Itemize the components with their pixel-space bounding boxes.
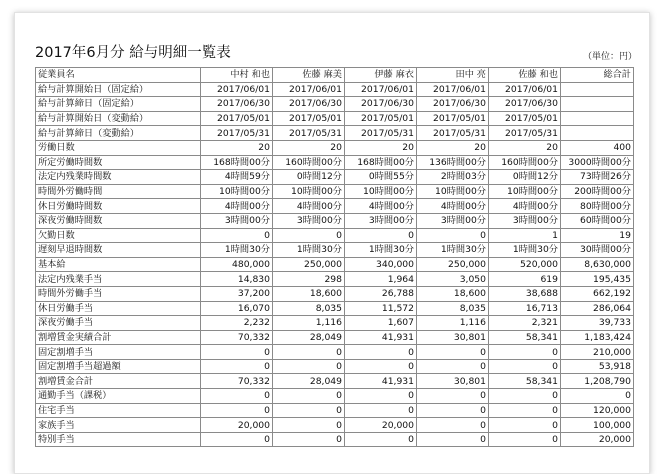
- table-cell: 2017/05/31: [417, 126, 489, 141]
- table-cell: 0: [273, 432, 345, 447]
- table-cell: 18,600: [273, 286, 345, 301]
- table-cell: 2017/05/01: [201, 111, 273, 126]
- table-row: [36, 97, 634, 112]
- table-cell: [561, 126, 634, 141]
- row-label: 住宅手当: [36, 403, 201, 418]
- table-cell: 3時間00分: [273, 213, 345, 228]
- table-cell: 1,183,424: [561, 330, 634, 345]
- table-cell: 619: [489, 272, 561, 287]
- table-cell: 168時間00分: [345, 155, 417, 170]
- table-cell: 0: [273, 345, 345, 360]
- table-cell: 20: [417, 140, 489, 155]
- table-cell: 58,341: [489, 374, 561, 389]
- table-row: [36, 243, 634, 258]
- table-cell: 20,000: [345, 418, 417, 433]
- table-row: [36, 389, 634, 404]
- table-cell: 0: [201, 228, 273, 243]
- table-cell: 0時間12分: [273, 170, 345, 185]
- table-cell: 0: [345, 359, 417, 374]
- table-cell: 0: [489, 389, 561, 404]
- row-label: 労働日数: [36, 140, 201, 155]
- table-cell: 200時間00分: [561, 184, 634, 199]
- table-cell: 10時間00分: [417, 184, 489, 199]
- table-cell: 0: [489, 418, 561, 433]
- table-cell: 2017/06/01: [273, 82, 345, 97]
- table-cell: 8,035: [273, 301, 345, 316]
- table-cell: 160時間00分: [273, 155, 345, 170]
- table-cell: 2017/06/30: [417, 97, 489, 112]
- table-cell: 0: [273, 359, 345, 374]
- table-cell: 0: [201, 403, 273, 418]
- table-cell: 120,000: [561, 403, 634, 418]
- table-cell: 2017/06/30: [489, 97, 561, 112]
- table-cell: 3時間00分: [417, 213, 489, 228]
- table-cell: 2017/05/31: [345, 126, 417, 141]
- table-row: [36, 345, 634, 360]
- table-cell: [561, 111, 634, 126]
- table-cell: 2017/06/30: [345, 97, 417, 112]
- table-cell: 4時間00分: [417, 199, 489, 214]
- table-cell: 195,435: [561, 272, 634, 287]
- table-cell: 0: [201, 359, 273, 374]
- table-cell: 1,607: [345, 316, 417, 331]
- table-cell: 0: [345, 403, 417, 418]
- table-row: [36, 140, 634, 155]
- table-row: [36, 272, 634, 287]
- table-cell: 0: [417, 389, 489, 404]
- table-cell: 10時間00分: [489, 184, 561, 199]
- table-cell: 20: [201, 140, 273, 155]
- column-header-employee: 田中 亮: [417, 68, 489, 83]
- table-cell: 0: [273, 389, 345, 404]
- table-cell: 0: [273, 418, 345, 433]
- table-cell: 168時間00分: [201, 155, 273, 170]
- row-label: 割増賃金合計: [36, 374, 201, 389]
- row-label: 深夜労働時間数: [36, 213, 201, 228]
- table-cell: 2017/06/30: [273, 97, 345, 112]
- row-label: 休日労働手当: [36, 301, 201, 316]
- row-label: 深夜労働手当: [36, 316, 201, 331]
- table-cell: 1時間30分: [345, 243, 417, 258]
- table-cell: 16,070: [201, 301, 273, 316]
- unit-note: （単位：円）: [582, 52, 637, 62]
- column-header-employee: 佐藤 麻美: [273, 68, 345, 83]
- document-title: 2017年6月分 給与明細一覧表: [35, 45, 231, 61]
- table-row: [36, 359, 634, 374]
- table-cell: 286,064: [561, 301, 634, 316]
- table-cell: 250,000: [417, 257, 489, 272]
- table-cell: 70,332: [201, 374, 273, 389]
- table-cell: 3,050: [417, 272, 489, 287]
- row-label: 給与計算締日（変動給）: [36, 126, 201, 141]
- table-cell: 1,208,790: [561, 374, 634, 389]
- table-cell: 30,801: [417, 330, 489, 345]
- column-header-employee: 総合計: [561, 68, 634, 83]
- table-cell: 26,788: [345, 286, 417, 301]
- row-label: 法定内残業時間数: [36, 170, 201, 185]
- table-cell: 2017/05/31: [489, 126, 561, 141]
- table-cell: 4時間00分: [273, 199, 345, 214]
- row-label: 割増賃金実績合計: [36, 330, 201, 345]
- row-label: 特別手当: [36, 432, 201, 447]
- row-label: 時間外労働手当: [36, 286, 201, 301]
- table-cell: 2時間03分: [417, 170, 489, 185]
- table-cell: 14,830: [201, 272, 273, 287]
- table-cell: 60時間00分: [561, 213, 634, 228]
- row-label: 給与計算締日（固定給）: [36, 97, 201, 112]
- table-row: [36, 257, 634, 272]
- table-cell: 0: [201, 389, 273, 404]
- table-cell: 0: [417, 418, 489, 433]
- table-row: [36, 301, 634, 316]
- table-cell: 0: [201, 345, 273, 360]
- table-cell: 0: [561, 389, 634, 404]
- table-cell: 20,000: [561, 432, 634, 447]
- table-cell: 10時間00分: [273, 184, 345, 199]
- table-cell: 480,000: [201, 257, 273, 272]
- table-cell: 10時間00分: [201, 184, 273, 199]
- table-row: [36, 82, 634, 97]
- row-label: 家族手当: [36, 418, 201, 433]
- table-cell: 0: [345, 345, 417, 360]
- table-row: [36, 126, 634, 141]
- table-header-row: [36, 68, 634, 83]
- table-cell: [561, 97, 634, 112]
- table-cell: 20: [273, 140, 345, 155]
- table-cell: 28,049: [273, 374, 345, 389]
- table-cell: 1時間30分: [273, 243, 345, 258]
- table-cell: 28,049: [273, 330, 345, 345]
- table-cell: 8,035: [417, 301, 489, 316]
- column-header-employee: 佐藤 和也: [489, 68, 561, 83]
- table-row: [36, 170, 634, 185]
- column-header-employee: 中村 和也: [201, 68, 273, 83]
- table-cell: 100,000: [561, 418, 634, 433]
- row-label: 所定労働時間数: [36, 155, 201, 170]
- table-cell: 662,192: [561, 286, 634, 301]
- row-label: 通勤手当（課税）: [36, 389, 201, 404]
- table-cell: 4時間00分: [489, 199, 561, 214]
- table-row: [36, 432, 634, 447]
- table-cell: 20,000: [201, 418, 273, 433]
- table-cell: 0時間12分: [489, 170, 561, 185]
- table-cell: 160時間00分: [489, 155, 561, 170]
- table-cell: 38,688: [489, 286, 561, 301]
- table-row: [36, 316, 634, 331]
- table-cell: 0: [489, 359, 561, 374]
- table-cell: 2017/05/01: [417, 111, 489, 126]
- table-cell: 0: [417, 403, 489, 418]
- table-row: [36, 286, 634, 301]
- table-cell: 10時間00分: [345, 184, 417, 199]
- table-cell: 2017/05/01: [489, 111, 561, 126]
- table-cell: 16,713: [489, 301, 561, 316]
- table-cell: 2017/06/01: [345, 82, 417, 97]
- table-cell: 1時間30分: [417, 243, 489, 258]
- table-row: [36, 418, 634, 433]
- table-cell: 0: [417, 359, 489, 374]
- table-cell: 41,931: [345, 330, 417, 345]
- table-row: [36, 111, 634, 126]
- table-cell: [561, 82, 634, 97]
- table-cell: 1時間30分: [201, 243, 273, 258]
- table-cell: 2017/05/31: [201, 126, 273, 141]
- table-cell: 20: [489, 140, 561, 155]
- table-cell: 0: [273, 403, 345, 418]
- table-cell: 18,600: [417, 286, 489, 301]
- table-cell: 298: [273, 272, 345, 287]
- table-cell: 2017/05/01: [345, 111, 417, 126]
- table-cell: 2017/06/01: [417, 82, 489, 97]
- document-page: [14, 12, 650, 474]
- payroll-table: [35, 67, 634, 447]
- table-cell: 136時間00分: [417, 155, 489, 170]
- row-label: 基本給: [36, 257, 201, 272]
- table-cell: 37,200: [201, 286, 273, 301]
- table-cell: 2017/06/01: [201, 82, 273, 97]
- row-label: 給与計算開始日（固定給）: [36, 82, 201, 97]
- table-cell: 0時間55分: [345, 170, 417, 185]
- table-cell: 0: [345, 389, 417, 404]
- row-label: 時間外労働時間: [36, 184, 201, 199]
- table-cell: 4時間00分: [345, 199, 417, 214]
- table-cell: 0: [417, 228, 489, 243]
- table-cell: 210,000: [561, 345, 634, 360]
- table-cell: 30時間00分: [561, 243, 634, 258]
- table-cell: 39,733: [561, 316, 634, 331]
- table-cell: 0: [489, 403, 561, 418]
- table-body: [36, 82, 634, 447]
- table-row: [36, 213, 634, 228]
- table-cell: 340,000: [345, 257, 417, 272]
- column-header-label: 従業員名: [36, 68, 201, 83]
- row-label: 固定割増手当: [36, 345, 201, 360]
- table-cell: 19: [561, 228, 634, 243]
- table-row: [36, 228, 634, 243]
- table-cell: 2017/05/31: [273, 126, 345, 141]
- table-row: [36, 184, 634, 199]
- table-row: [36, 403, 634, 418]
- table-cell: 3000時間00分: [561, 155, 634, 170]
- table-cell: 2017/06/30: [201, 97, 273, 112]
- table-cell: 0: [201, 432, 273, 447]
- table-row: [36, 155, 634, 170]
- table-cell: 520,000: [489, 257, 561, 272]
- table-cell: 80時間00分: [561, 199, 634, 214]
- table-cell: 3時間00分: [201, 213, 273, 228]
- table-cell: 0: [489, 432, 561, 447]
- table-cell: 11,572: [345, 301, 417, 316]
- table-cell: 1,116: [273, 316, 345, 331]
- table-row: [36, 374, 634, 389]
- column-header-employee: 伊藤 麻衣: [345, 68, 417, 83]
- table-cell: 0: [417, 345, 489, 360]
- table-cell: 1: [489, 228, 561, 243]
- table-cell: 41,931: [345, 374, 417, 389]
- row-label: 法定内残業手当: [36, 272, 201, 287]
- table-cell: 2,321: [489, 316, 561, 331]
- table-cell: 3時間00分: [489, 213, 561, 228]
- table-cell: 70,332: [201, 330, 273, 345]
- table-cell: 0: [345, 228, 417, 243]
- table-cell: 8,630,000: [561, 257, 634, 272]
- row-label: 遅刻早退時間数: [36, 243, 201, 258]
- row-label: 欠勤日数: [36, 228, 201, 243]
- table-cell: 0: [345, 432, 417, 447]
- table-cell: 4時間00分: [201, 199, 273, 214]
- table-cell: 2017/06/01: [489, 82, 561, 97]
- row-label: 固定割増手当超過額: [36, 359, 201, 374]
- table-cell: 0: [489, 345, 561, 360]
- table-cell: 30,801: [417, 374, 489, 389]
- table-cell: 2,232: [201, 316, 273, 331]
- table-cell: 0: [273, 228, 345, 243]
- table-cell: 20: [345, 140, 417, 155]
- row-label: 休日労働時間数: [36, 199, 201, 214]
- table-row: [36, 199, 634, 214]
- table-cell: 250,000: [273, 257, 345, 272]
- table-cell: 2017/05/01: [273, 111, 345, 126]
- table-cell: 3時間00分: [345, 213, 417, 228]
- table-cell: 53,918: [561, 359, 634, 374]
- table-cell: 4時間59分: [201, 170, 273, 185]
- table-cell: 73時間26分: [561, 170, 634, 185]
- table-cell: 0: [417, 432, 489, 447]
- table-cell: 1,964: [345, 272, 417, 287]
- table-row: [36, 330, 634, 345]
- table-cell: 400: [561, 140, 634, 155]
- table-cell: 1,116: [417, 316, 489, 331]
- table-cell: 1時間30分: [489, 243, 561, 258]
- table-cell: 58,341: [489, 330, 561, 345]
- row-label: 給与計算開始日（変動給）: [36, 111, 201, 126]
